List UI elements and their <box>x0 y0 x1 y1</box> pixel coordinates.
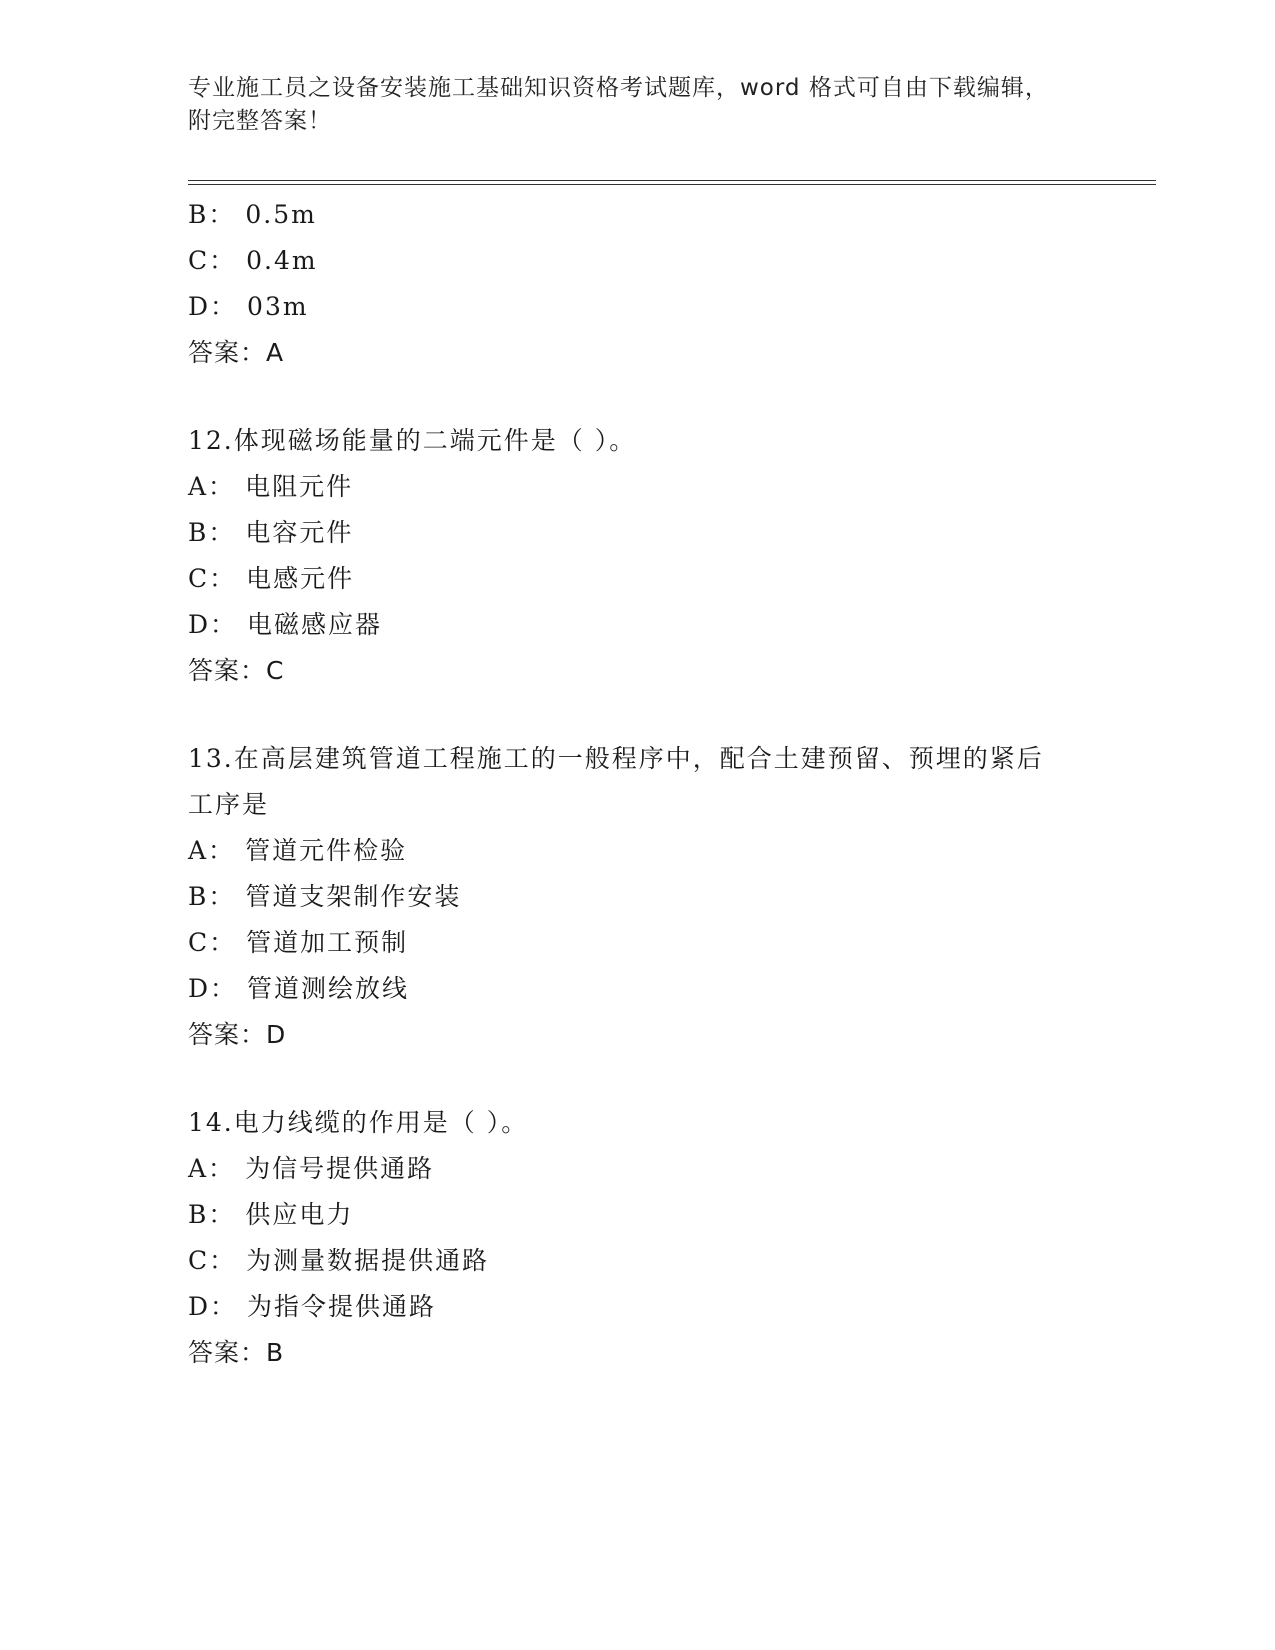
question-text: 13.在高层建筑管道工程施工的一般程序中，配合土建预留、预埋的紧后工序是 <box>188 744 1044 819</box>
option-text: 为指令提供通路 <box>247 1292 437 1321</box>
header-line-1: 专业施工员之设备安装施工基础知识资格考试题库，word 格式可自由下载编辑， <box>188 75 1049 101</box>
option-c <box>188 238 1148 284</box>
option-a <box>188 464 1148 510</box>
option-text: 电阻元件 <box>245 472 354 501</box>
option-key: D： <box>188 610 238 639</box>
header-double-rule <box>188 180 1156 185</box>
option-text: 管道元件检验 <box>245 836 408 865</box>
option-b <box>188 874 1148 920</box>
option-key: D： <box>188 974 238 1003</box>
option-text: 供应电力 <box>245 1200 354 1229</box>
option-key: D： <box>188 1292 238 1321</box>
option-key: D： <box>188 292 238 321</box>
option-key: B： <box>188 882 236 911</box>
answer-line: 答案：B <box>188 1338 285 1367</box>
option-b <box>188 192 1148 238</box>
option-a <box>188 1146 1148 1192</box>
option-text: 为测量数据提供通路 <box>246 1246 490 1275</box>
option-d <box>188 1284 1148 1330</box>
option-key: B： <box>188 518 236 547</box>
option-text: 03m <box>247 292 309 321</box>
option-key: A： <box>188 1154 236 1183</box>
option-key: C： <box>188 246 237 275</box>
option-text: 电感元件 <box>246 564 355 593</box>
question-13 <box>188 736 1148 1058</box>
option-key: C： <box>188 928 237 957</box>
option-b <box>188 510 1148 556</box>
option-a <box>188 828 1148 874</box>
option-text: 0.5m <box>245 200 317 229</box>
page-header <box>188 72 1088 138</box>
question-list <box>188 192 1148 1376</box>
question-text: 12.体现磁场能量的二端元件是（ ）。 <box>188 426 637 455</box>
answer-line: 答案：A <box>188 338 285 367</box>
option-c <box>188 1238 1148 1284</box>
question-12 <box>188 418 1148 694</box>
answer-line: 答案：D <box>188 1020 287 1049</box>
option-d <box>188 602 1148 648</box>
question-text: 14.电力线缆的作用是（ ）。 <box>188 1108 529 1137</box>
option-b <box>188 1192 1148 1238</box>
option-text: 管道测绘放线 <box>247 974 410 1003</box>
option-text: 电磁感应器 <box>247 610 383 639</box>
option-key: B： <box>188 1200 236 1229</box>
option-c <box>188 556 1148 602</box>
option-text: 管道加工预制 <box>246 928 409 957</box>
option-key: A： <box>188 836 236 865</box>
option-d <box>188 284 1148 330</box>
answer-line: 答案：C <box>188 656 285 685</box>
carryover-block <box>188 192 1148 376</box>
option-key: C： <box>188 1246 237 1275</box>
option-text: 管道支架制作安装 <box>245 882 462 911</box>
option-d <box>188 966 1148 1012</box>
header-line-2: 附完整答案！ <box>188 108 332 134</box>
option-key: B： <box>188 200 236 229</box>
option-text: 0.4m <box>246 246 318 275</box>
option-key: C： <box>188 564 237 593</box>
question-14 <box>188 1100 1148 1376</box>
option-text: 电容元件 <box>245 518 354 547</box>
option-key: A： <box>188 472 236 501</box>
option-text: 为信号提供通路 <box>245 1154 435 1183</box>
option-c <box>188 920 1148 966</box>
